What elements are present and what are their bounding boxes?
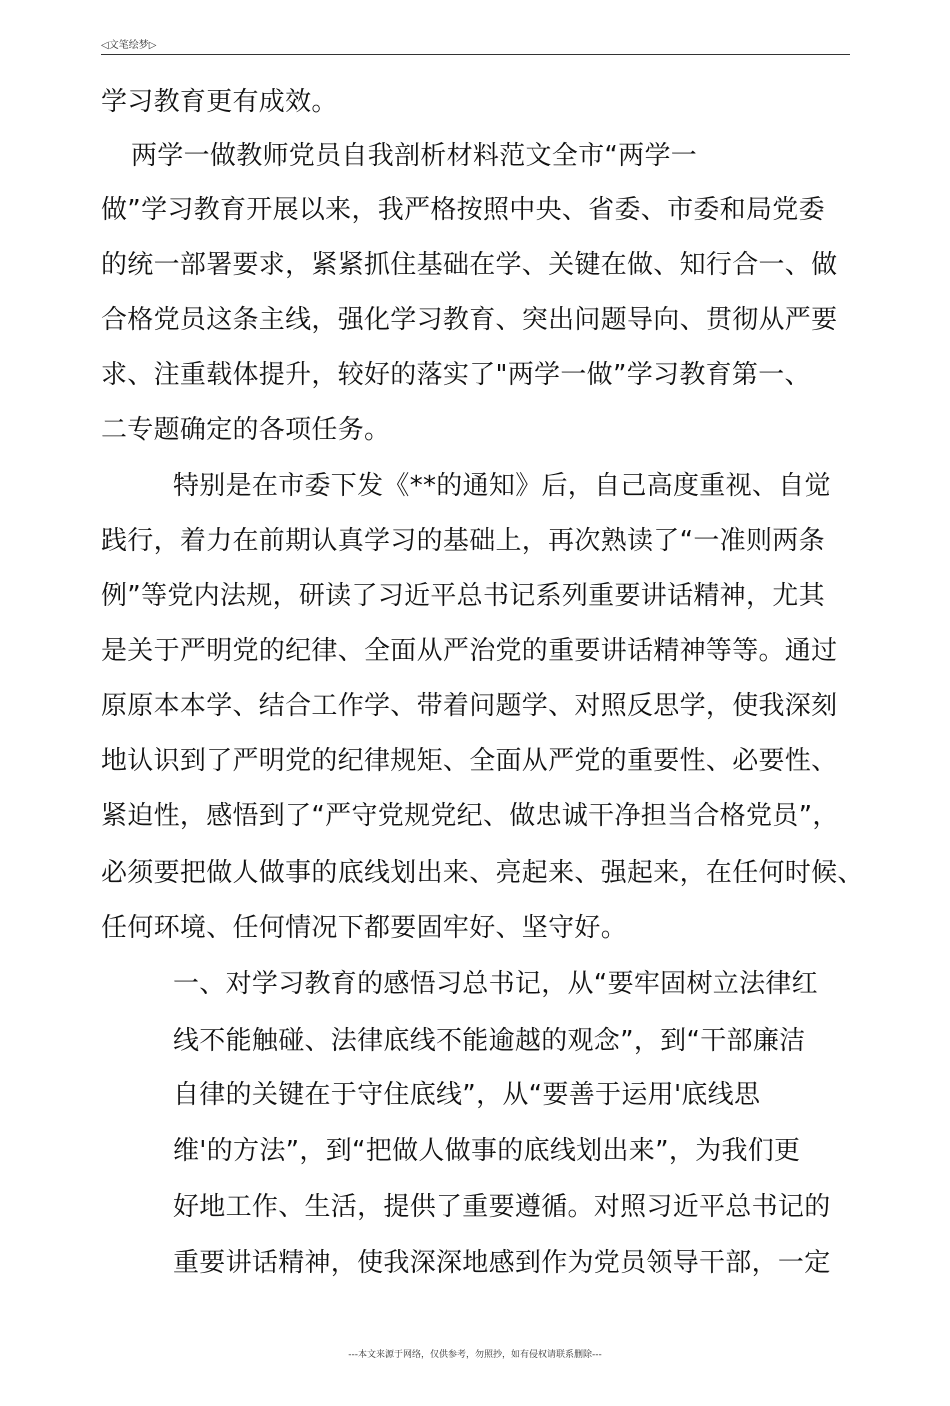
- text-line: 合格党员这条主线，强化学习教育、突出问题导向、贯彻从严要: [101, 305, 838, 335]
- text-line: 地认识到了严明党的纪律规矩、全面从严党的重要性、必要性、: [101, 746, 838, 776]
- page-header: ◁文笔绘梦▷: [101, 40, 157, 51]
- text-line: 两学一做教师党员自我剖析材料范文全市“两学一: [131, 141, 698, 171]
- text-line: 求、注重载体提升，较好的落实了"两学一做”学习教育第一、: [101, 360, 811, 390]
- text-line: 是关于严明党的纪律、全面从严治党的重要讲话精神等等。通过: [101, 636, 838, 666]
- text-line: 必须要把做人做事的底线划出来、亮起来、强起来，在任何时候、: [101, 858, 864, 888]
- text-line: 的统一部署要求，紧紧抓住基础在学、关键在做、知行合一、做: [101, 250, 838, 280]
- text-line: 二专题确定的各项任务。: [101, 415, 391, 445]
- text-line: 学习教育更有成效。: [101, 87, 338, 117]
- text-line: 好地工作、生活，提供了重要遵循。对照习近平总书记的: [173, 1192, 831, 1222]
- text-line: 做”学习教育开展以来，我严格按照中央、省委、市委和局党委: [101, 195, 825, 225]
- text-line: 例”等党内法规，研读了习近平总书记系列重要讲话精神，尤其: [101, 581, 825, 611]
- text-line: 原原本本学、结合工作学、带着问题学、对照反思学，使我深刻: [101, 691, 838, 721]
- text-line: 自律的关键在于守住底线”，从“要善于运用'底线思: [173, 1080, 761, 1110]
- text-line: 紧迫性，感悟到了“严守党规党纪、做忠诚干净担当合格党员”，: [101, 801, 839, 831]
- text-line: 任何环境、任何情况下都要固牢好、坚守好。: [101, 913, 628, 943]
- text-line: 线不能触碰、法律底线不能逾越的观念”，到“干部廉洁: [173, 1026, 806, 1056]
- page-footer: ---本文来源于网络，仅供参考，勿照抄，如有侵权请联系删除---: [348, 1350, 602, 1360]
- text-line: 特别是在市委下发《**的通知》后，自己高度重视、自觉: [173, 471, 831, 501]
- text-line: 一、对学习教育的感悟习总书记，从“要牢固树立法律红: [173, 969, 818, 999]
- text-line: 维'的方法”，到“把做人做事的底线划出来”，为我们更: [173, 1136, 801, 1166]
- header-divider: [101, 54, 850, 55]
- text-line: 重要讲话精神，使我深深地感到作为党员领导干部，一定: [173, 1248, 831, 1278]
- text-line: 践行，着力在前期认真学习的基础上，再次熟读了“一准则两条: [101, 526, 825, 556]
